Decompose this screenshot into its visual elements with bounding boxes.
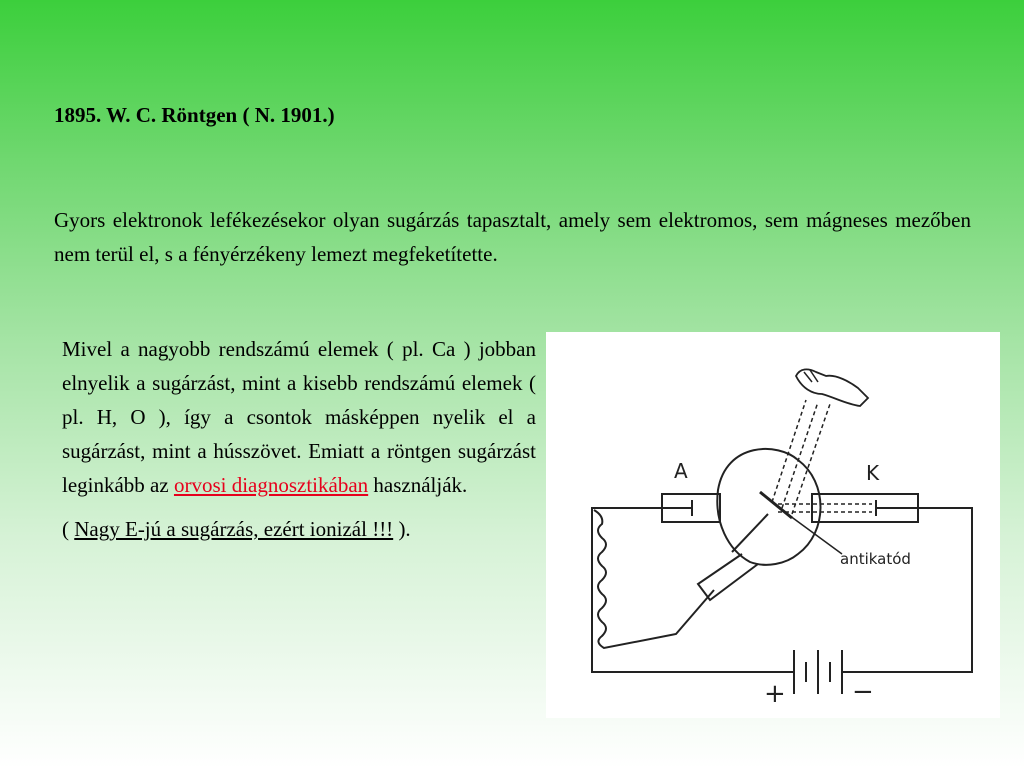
circuit-wire-right: [852, 508, 972, 672]
explanation-text-end: használják.: [368, 473, 468, 497]
explanation-text: [62, 332, 536, 546]
note-open: (: [62, 517, 75, 541]
ionization-note-text: Nagy E-jú a sugárzás, ezért ionizál !!!: [74, 517, 394, 541]
circuit-wire: [592, 508, 792, 672]
label-plus: +: [764, 679, 786, 709]
explanation-text-start: Mivel a nagyobb rendszámú elemek ( pl. Ca ) jobban elnyelik a sugárzást, mint a kisebb rendszámú elemek ( pl. H, O ), így a csontok másképpen nyelik el a sugárzást, mint a hússzövet. Emiatt a röntgen sugárzást leginkább az: [62, 337, 536, 497]
xray-tube-diagram: [546, 332, 1000, 718]
heater-coil: [594, 510, 714, 648]
tube-bulb: [717, 449, 820, 565]
label-cathode: K: [866, 461, 880, 485]
diagnostics-link[interactable]: orvosi diagnosztikában: [173, 473, 369, 497]
note-close: ).: [393, 517, 411, 541]
xray-tube-svg: [546, 332, 1000, 718]
explanation-paragraph: [62, 332, 536, 502]
slide-title: 1895. W. C. Röntgen ( N. 1901.): [54, 103, 335, 127]
intro-paragraph: Gyors elektronok lefékezésekor olyan sugárzás tapasztalt, amely sem elektromos, sem mágneses mezőben nem terül el, s a fényérzékeny lemezt megfeketítette.: [54, 208, 971, 266]
label-anode: A: [674, 459, 688, 483]
label-minus: −: [852, 677, 874, 707]
ionization-note: [62, 512, 536, 546]
label-anticathode: antikatód: [840, 550, 911, 568]
